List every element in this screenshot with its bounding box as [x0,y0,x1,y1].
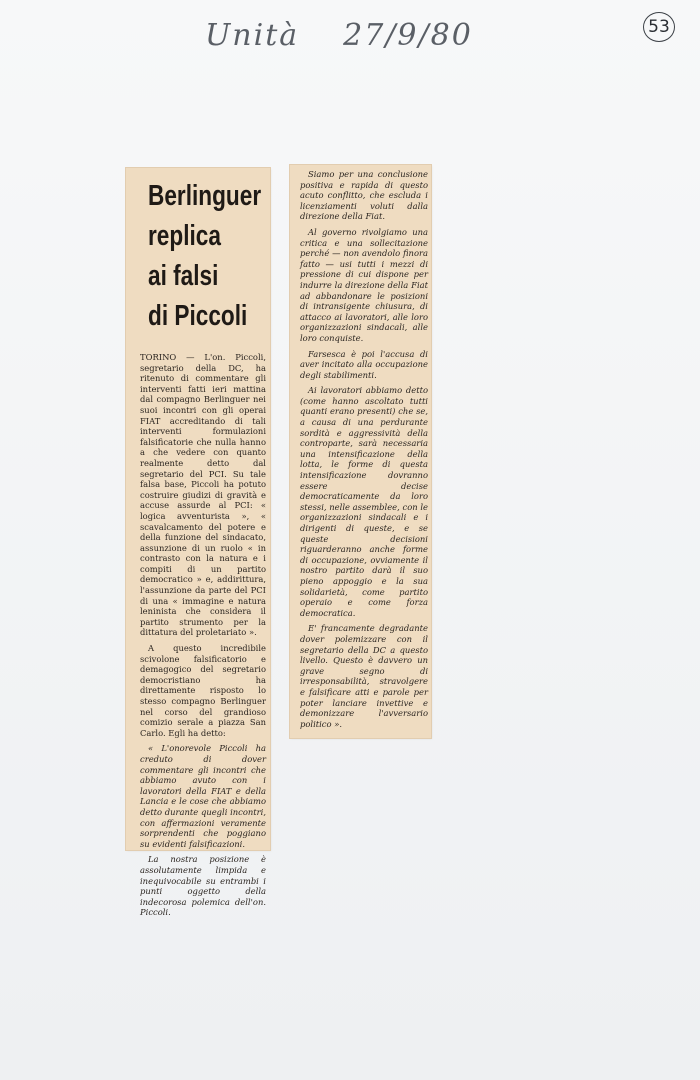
headline-line: di Piccoli [148,300,248,332]
paragraph: E' francamente degradante dover polemizzare con il segretario della DC a questo livello. Questo è davvero un grave segno di irresponsabilità, stravolgere e falsificare atti e parole per poter lanciare invettive e demonizzare l'avversario politico ». [300,623,428,729]
paragraph: Al governo rivolgiamo una critica e una sollecitazione perché — non avendolo finora fatto — usi tutti i mezzi di pressione di cui dispone per indurre la direzione della Fiat ad abbandonare le posizioni di intransigente chiusura, di attacco ai lavoratori, alle loro organizzazioni sindacali, alle loro conquiste. [300,226,428,343]
paragraph: La nostra posizione è assolutamente limpida e inequivocabile su entrambi i punti oggetto della indecorosa polemica dell'on. Piccoli. [140,854,266,918]
handwritten-source: Unità [205,18,300,53]
paragraph: TORINO — L'on. Piccoli, segretario della DC, ha ritenuto di commentare gli interventi fatti ieri mattina dal compagno Berlinguer nei suoi incontri con gli operai FIAT accreditando di tali interventi formulazioni falsificatorie che nulla hanno a che vedere con quanto realmente detto dal segretario del PCI. Su tale falsa base, Piccoli ha potuto costruire giudizi di gravità e accuse assurde al PCI: « logica avventurista », « scavalcamento del potere e della funzione del sindacato, assunzione di un ruolo « in contrasto con la natura e i compiti di un partito democratico » e, addirittura, l'assunzione da parte del PCI di una « immagine e natura leninista che considera il partito strumento per la dittatura del proletariato ». [140,352,266,638]
paragraph: A questo incredibile scivolone falsificatorio e demagogico del segretario democristiano ha direttamente risposto lo stesso compagno Berlinguer nel corso del grandioso comizio serale a piazza San Carlo. Egli ha detto: [140,643,266,738]
article-column-2 [300,169,428,734]
handwritten-annotation [205,18,473,53]
paragraph: Siamo per una conclusione positiva e rapida di questo acuto conflitto, che escluda i licenziamenti voluti dalla direzione della Fiat. [300,169,428,222]
article-headline [148,176,262,336]
article-column-1 [140,352,266,923]
paragraph: « L'onorevole Piccoli ha creduto di dover commentare gli incontri che abbiamo avuto con i lavoratori della FIAT e della Lancia e le cose che abbiamo detto durante quegli incontri, con affermazioni veramente sorprendenti che poggiano su evidenti falsificazioni. [140,743,266,849]
headline-line: replica [148,220,221,252]
paragraph: Ai lavoratori abbiamo detto (come hanno ascoltato tutti quanti erano presenti) che se, a causa di una perdurante sordità e aggressività della controparte, sarà necessaria una intensificazione della lotta, le forme di questa intensificazione dovranno essere decise democraticamente da loro stessi, nelle assemblee, con le organizzazioni sindacali e i dirigenti di queste, e se queste decisioni riguarderanno anche forme di occupazione, ovviamente il nostro partito darà il suo pieno appoggio e la sua solidarietà, come partito operaio e come forza democratica. [300,385,428,618]
headline-line: Berlinguer [148,180,262,212]
newspaper-clipping-right [290,165,431,738]
handwritten-date: 27/9/80 [343,18,473,53]
paragraph: Farsesca è poi l'accusa di aver incitato alla occupazione degli stabilimenti. [300,348,428,380]
page-number-stamp: 53 [643,12,675,42]
headline-line: ai falsi [148,260,219,292]
newspaper-clipping-left [126,168,270,918]
